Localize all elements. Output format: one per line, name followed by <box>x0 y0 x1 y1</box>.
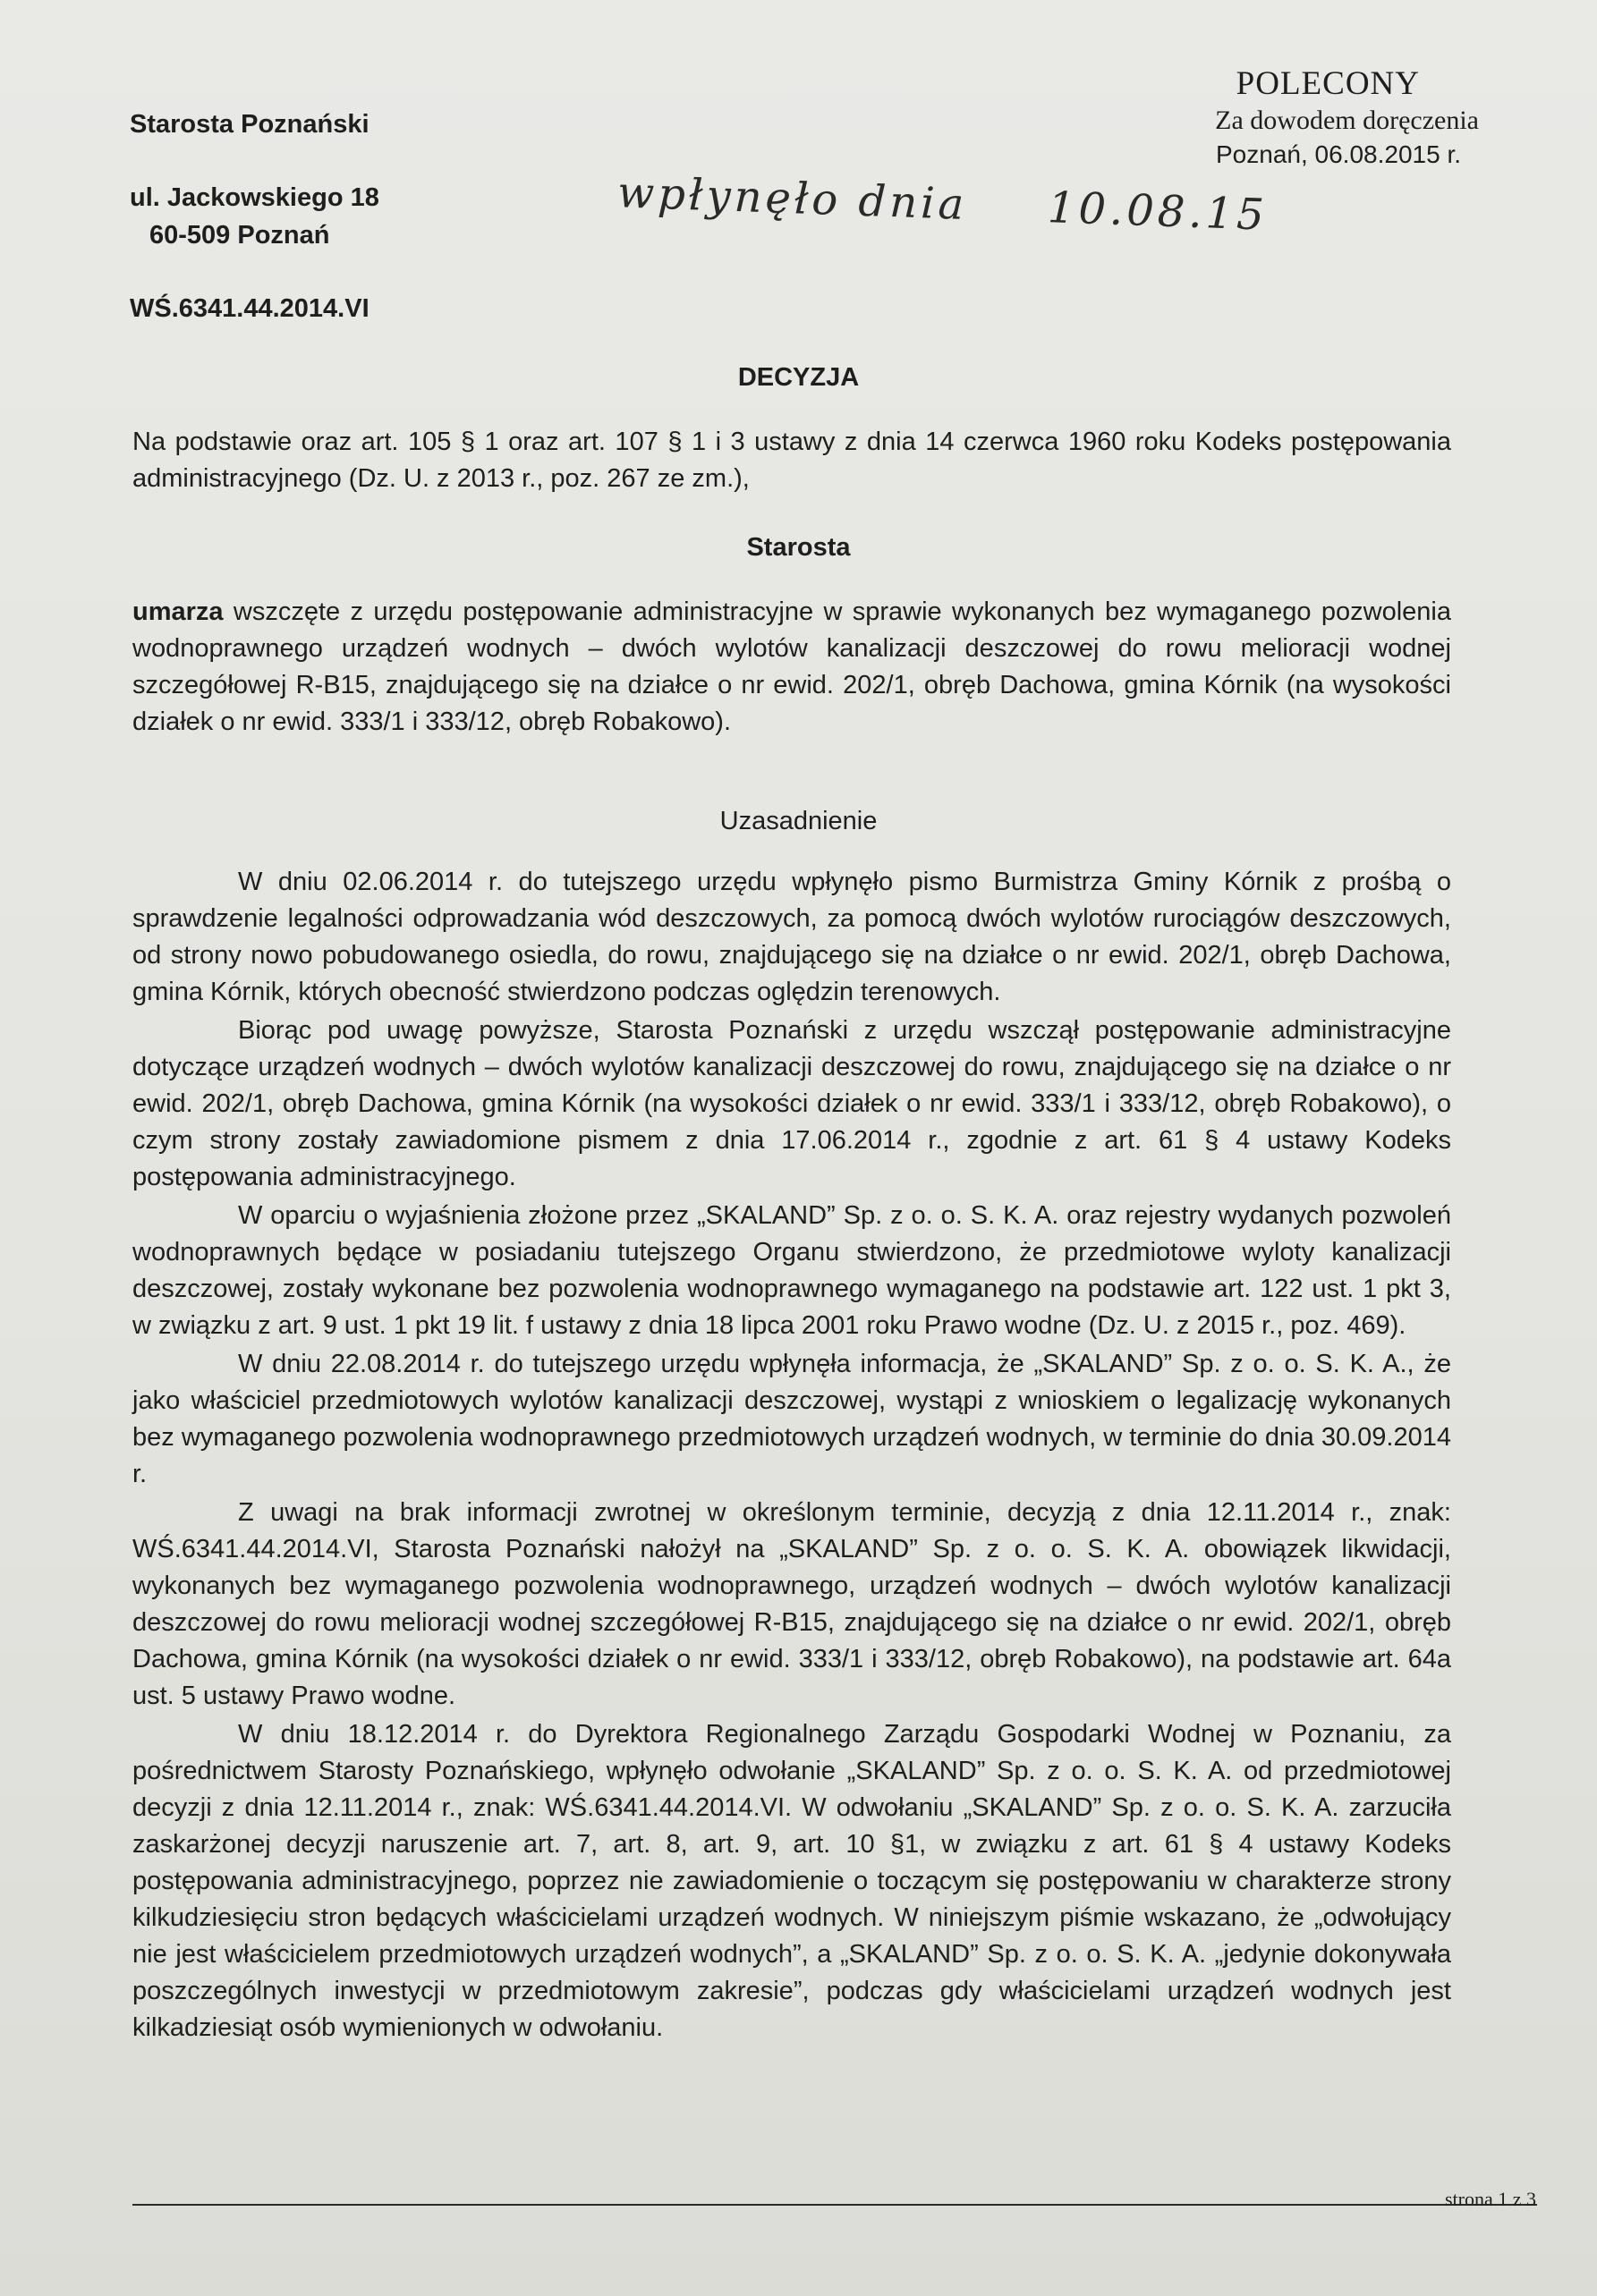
decision-verb: umarza <box>132 597 224 626</box>
delivery-note: Za dowodem doręczenia <box>1215 106 1479 135</box>
document-date: Poznań, 06.08.2015 r. <box>1216 140 1461 168</box>
justification-paragraph: W oparciu o wyjaśnienia złożone przez „SKALAND” Sp. z o. o. S. K. A. oraz rejestry wydanych pozwoleń wodnoprawnych będące w posiadaniu tutejszego Organu stwierdzono, że przedmiotowe wyloty kanalizacji deszczowej, zostały wykonane bez pozwolenia wodnoprawnego wymaganego na podstawie art. 122 ust. 1 pkt 3, w związku z art. 9 ust. 1 pkt 19 lit. f ustawy z dnia 18 lipca 2001 roku Prawo wodne (Dz. U. z 2015 r., poz. 469). <box>132 1201 1451 1340</box>
justification-heading: Uzasadnienie <box>719 807 878 835</box>
decision-title: DECYZJA <box>737 363 860 392</box>
sender-city: 60-509 Poznań <box>149 221 330 250</box>
delivery-block <box>1215 64 1479 172</box>
justification-paragraph: Z uwagi na brak informacji zwrotnej w określonym terminie, decyzją z dnia 12.11.2014 r., znak: WŚ.6341.44.2014.VI, Starosta Poznański nałożył na „SKALAND” Sp. z o. o. S. K. A. obowiązek likwidacji, wykonanych bez wymaganego pozwolenia wodnoprawnego, urządzeń wodnych – dwóch wylotów kanalizacji deszczowej do rowu melioracji wodnej szczegółowej R-B15, znajdującego się na działce o nr ewid. 202/1, obręb Dachowa, gmina Kórnik (na wysokości działek o nr ewid. 333/1 i 333/12, obręb Robakowo), na podstawie art. 64a ust. 5 ustawy Prawo wodne. <box>132 1498 1451 1710</box>
authority-heading: Starosta <box>746 533 851 562</box>
reference-number: WŚ.6341.44.2014.VI <box>130 294 370 323</box>
justification-paragraph: W dniu 02.06.2014 r. do tutejszego urzędu wpłynęło pismo Burmistrza Gminy Kórnik z prośbą o sprawdzenie legalności odprowadzania wód deszczowych, za pomocą dwóch wylotów rurociągów deszczowych, od strony nowo pobudowanego osiedla, do rowu, znajdującego się na działce o nr ewid. 202/1, obręb Dachowa, gmina Kórnik, których obecność stwierdzono podczas oględzin terenowych. <box>132 868 1451 1006</box>
sender-name: Starosta Poznański <box>130 110 370 139</box>
sender-block <box>130 106 379 327</box>
decision-body: wszczęte z urzędu postępowanie administracyjne w sprawie wykonanych bez wymaganego pozwolenia wodnoprawnego urządzeń wodnych – dwóch wylotów kanalizacji deszczowej do rowu melioracji wodnej szczegółowej R-B15, znajdującego się na działce o nr ewid. 202/1, obręb Dachowa, gmina Kórnik (na wysokości działek o nr ewid. 333/1 i 333/12, obręb Robakowo). <box>132 597 1451 736</box>
footer-divider <box>132 2204 1537 2206</box>
decision-section <box>132 594 1451 741</box>
handwritten-date: 10.08.15 <box>1047 182 1269 241</box>
handwritten-text: wpłynęło dnia <box>616 167 969 230</box>
justification-body <box>132 864 1451 2046</box>
registered-mail-label: POLECONY <box>1236 65 1420 102</box>
justification-paragraph: W dniu 22.08.2014 r. do tutejszego urzędu wpłynęła informacja, że „SKALAND” Sp. z o. o. S. K. A., że jako właściciel przedmiotowych wylotów kanalizacji deszczowej, wystąpi z wnioskiem o legalizację wykonanych bez wymaganego pozwolenia wodnoprawnego przedmiotowych urządzeń wodnych, w terminie do dnia 30.09.2014 r. <box>132 1350 1451 1488</box>
justification-paragraph: Biorąc pod uwagę powyższe, Starosta Poznański z urzędu wszczął postępowanie administracyjne dotyczące urządzeń wodnych – dwóch wylotów kanalizacji deszczowej do rowu, znajdującego się na działce o nr ewid. 202/1, obręb Dachowa, gmina Kórnik (na wysokości działek o nr ewid. 333/1 i 333/12, obręb Robakowo), o czym strony zostały zawiadomione pismem z dnia 17.06.2014 r., zgodnie z art. 61 § 4 ustawy Kodeks postępowania administracyjnego. <box>132 1016 1451 1191</box>
page-number: strona 1 z 3 <box>1444 2188 1536 2210</box>
justification-paragraph: W dniu 18.12.2014 r. do Dyrektora Regionalnego Zarządu Gospodarki Wodnej w Poznaniu, za pośrednictwem Starosty Poznańskiego, wpłynęło odwołanie „SKALAND” Sp. z o. o. S. K. A. od przedmiotowej decyzji z dnia 12.11.2014 r., znak: WŚ.6341.44.2014.VI. W odwołaniu „SKALAND” Sp. z o. o. S. K. A. zarzuciła zaskarżonej decyzji naruszenie art. 7, art. 8, art. 9, art. 10 §1, w związku z art. 61 § 4 ustawy Kodeks postępowania administracyjnego, poprzez nie zawiadomienie o toczącym się postępowaniu w charakterze strony kilkudziesięciu stron będących właścicielami urządzeń wodnych. W niniejszym piśmie wskazano, że „odwołujący nie jest właścicielem przedmiotowych urządzeń wodnych”, a „SKALAND” Sp. z o. o. S. K. A. „jedynie dokonywała poszczególnych inwestycji w przedmiotowym zakresie”, podczas gdy właścicielami urządzeń wodnych jest kilkadziesiąt osób wymienionych w odwołaniu. <box>132 1720 1451 2042</box>
legal-basis <box>132 424 1451 497</box>
sender-street: ul. Jackowskiego 18 <box>130 183 379 212</box>
handwritten-receipt-note <box>616 167 1268 240</box>
legal-basis-text: Na podstawie oraz art. 105 § 1 oraz art. 107 § 1 i 3 ustawy z dnia 14 czerwca 1960 roku Kodeks postępowania administracyjnego (Dz. U. z 2013 r., poz. 267 ze zm.), <box>132 428 1451 493</box>
decision-text <box>132 594 1451 741</box>
